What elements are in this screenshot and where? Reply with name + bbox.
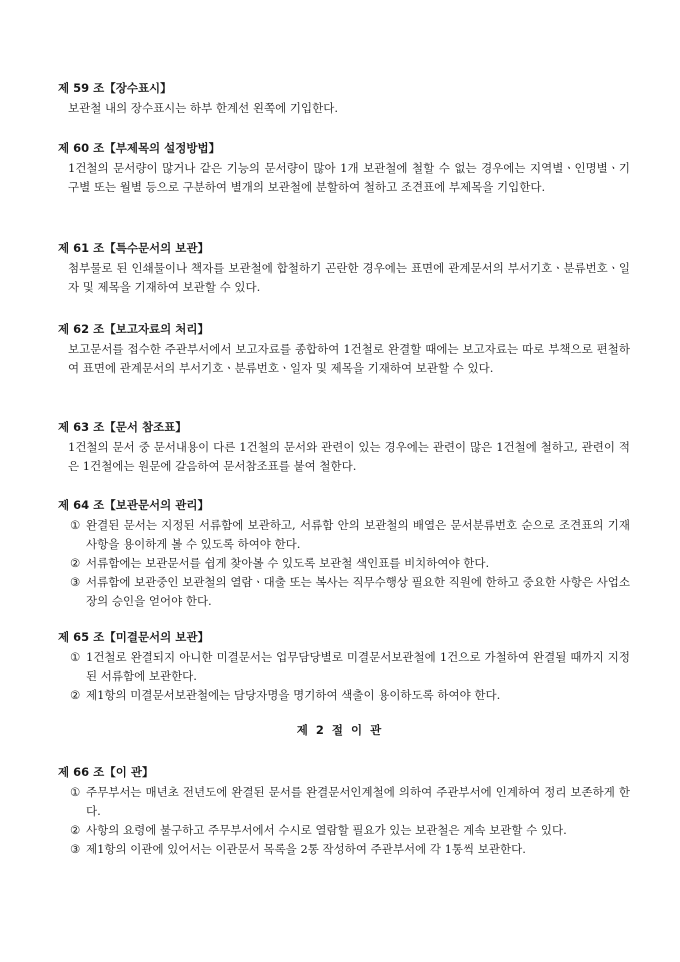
item-marker: ③ — [70, 842, 81, 856]
section-heading: 제 2 절 이 관 — [296, 723, 384, 737]
item-text: 서류함에 보관중인 보관철의 열람ㆍ대출 또는 복사는 직무수행상 필요한 직원에 한하고 중요한 사항은 사업소장의 승인을 얻어야 한다. — [86, 575, 630, 608]
item-text: 1건철로 완결되지 아니한 미결문서는 업무담당별로 미결문서보관철에 1건으로 가철하여 완결될 때까지 지정된 서류함에 보관한다. — [86, 650, 630, 683]
article-63 — [58, 419, 630, 476]
article-title: 제 63 조【문서 참조표】 — [58, 420, 187, 434]
item-text: 제1항의 이관에 있어서는 이관문서 목록을 2통 작성하여 주관부서에 각 1통씩 보관한다. — [86, 842, 526, 856]
article-59 — [58, 80, 630, 118]
article-paragraph: 보관철 내의 장수표시는 하부 한계선 왼쪽에 기입한다. — [68, 101, 338, 115]
item-marker: ① — [70, 518, 81, 532]
article-title: 제 64 조【보관문서의 관리】 — [58, 498, 209, 512]
article-title: 제 61 조【특수문서의 보관】 — [58, 241, 209, 255]
item-text: 완결된 문서는 지정된 서류함에 보관하고, 서류함 안의 보관철의 배열은 문서분류번호 순으로 조견표의 기재사항을 용이하게 볼 수 있도록 하여야 한다. — [86, 518, 630, 551]
item-text: 사항의 요령에 불구하고 주무부서에서 수시로 열람할 필요가 있는 보관철은 계속 보관할 수 있다. — [86, 823, 567, 837]
article-paragraph: 1건철의 문서 중 문서내용이 다른 1건철의 문서와 관련이 있는 경우에는 관련이 많은 1건철에 철하고, 관련이 적은 1건철에는 원문에 갈음하여 문서참조표를 붙여 철한다. — [68, 440, 630, 473]
list-item — [58, 648, 630, 686]
list-item — [58, 821, 630, 840]
item-marker: ③ — [70, 575, 81, 589]
list-item — [58, 573, 630, 611]
article-64 — [58, 497, 630, 611]
article-title: 제 62 조【보고자료의 처리】 — [58, 322, 209, 336]
article-paragraph: 첨부물로 된 인쇄물이나 책자를 보관철에 합철하기 곤란한 경우에는 표면에 관계문서의 부서기호ㆍ분류번호ㆍ일자 및 제목을 기재하여 보관할 수 있다. — [68, 261, 630, 294]
article-66 — [58, 764, 630, 859]
item-marker: ① — [70, 650, 81, 664]
list-item — [58, 783, 630, 821]
list-item — [58, 516, 630, 554]
list-item — [58, 686, 630, 705]
item-marker: ② — [70, 688, 81, 702]
list-item — [58, 554, 630, 573]
article-61 — [58, 240, 630, 297]
item-text: 제1항의 미결문서보관철에는 담당자명을 명기하여 색출이 용이하도록 하여야 한다. — [86, 688, 501, 702]
article-paragraph: 1건철의 문서량이 많거나 같은 기능의 문서량이 많아 1개 보관철에 철할 수 없는 경우에는 지역별ㆍ인명별ㆍ기구별 또는 월별 등으로 구분하여 별개의 보관철에 분할하여 철하고 조견표에 부제목을 기입한다. — [68, 161, 630, 194]
article-title: 제 65 조【미결문서의 보관】 — [58, 630, 209, 644]
item-text: 주무부서는 매년초 전년도에 완결된 문서를 완결문서인계철에 의하여 주관부서에 인계하여 정리 보존하게 한다. — [86, 785, 630, 818]
item-text: 서류함에는 보관문서를 쉽게 찾아볼 수 있도록 보관철 색인표를 비치하여야 한다. — [86, 556, 490, 570]
item-marker: ① — [70, 785, 81, 799]
article-title: 제 59 조【장수표시】 — [58, 81, 172, 95]
article-60 — [58, 140, 630, 197]
article-65 — [58, 629, 630, 705]
article-title: 제 66 조【이 관】 — [58, 765, 154, 779]
item-marker: ② — [70, 556, 81, 570]
list-item — [58, 840, 630, 859]
article-title: 제 60 조【부제목의 설정방법】 — [58, 141, 221, 155]
item-marker: ② — [70, 823, 81, 837]
article-paragraph: 보고문서를 접수한 주관부서에서 보고자료를 종합하여 1건철로 완결할 때에는 보고자료는 따로 부책으로 편철하여 표면에 관계문서의 부서기호ㆍ분류번호ㆍ일자 및 제목을 기재하여 보관할 수 있다. — [68, 342, 630, 375]
article-62 — [58, 321, 630, 378]
